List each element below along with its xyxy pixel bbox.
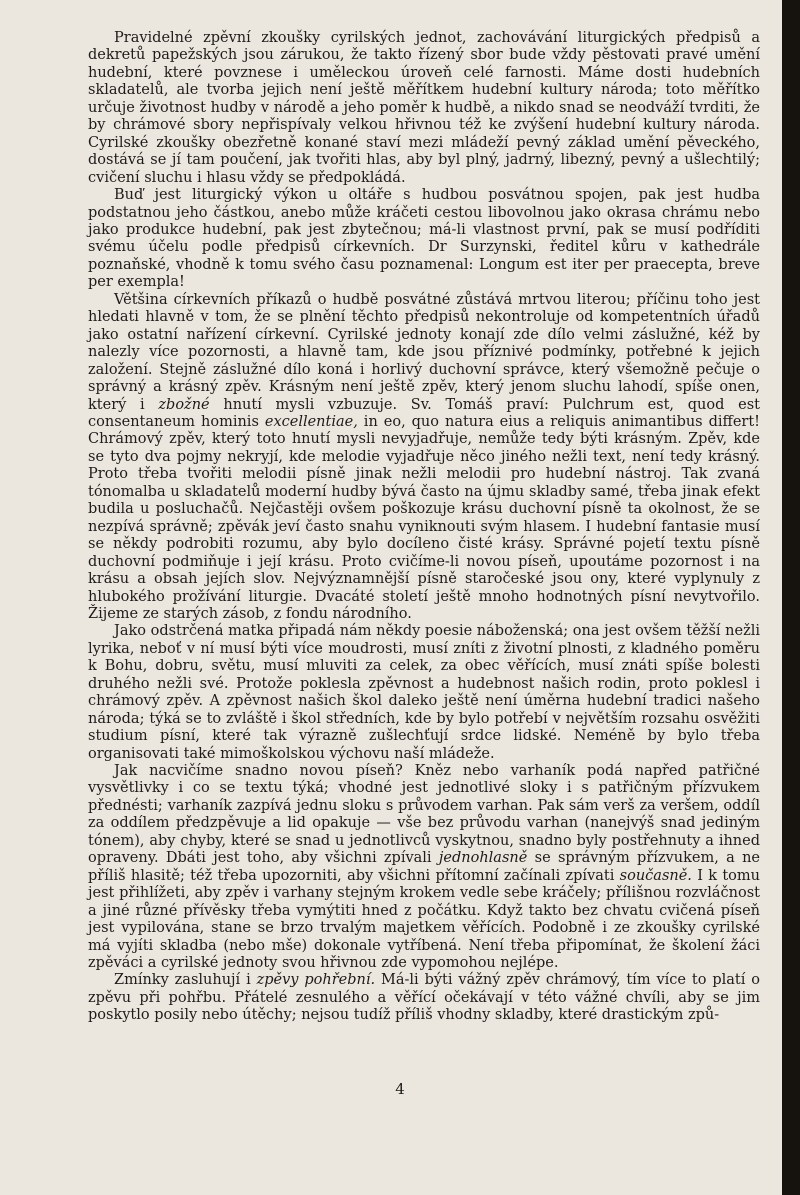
text-run: Jak nacvičíme snadno novou píseň? Kněz nebo varhaník podá napřed patřičné vysvětlivky i co se textu týká; vhodné jest jednotlivé sloky i s patřičným přízvukem přednésti; varhaník zazpívá jednu sloku s průvodem varhan. Pak sám verš za veršem, oddíl za oddílem předzpěvuje a lid opakuje — vše bez průvodu varhan (nanejvýš snad jediným tónem), aby chyby, které se snad u jednotlivců vyskytnou, snadno byly postřehnuty a ihned opraveny. Dbáti jest toho, aby všichni zpívali (88, 763, 760, 867)
text-run: I k tomu jest přihlížeti, aby zpěv i varhany stejným krokem vedle sebe kráčely; přílišnou rozvláčnost a jiné různé přívěsky třeba vymýtiti hned z počátku. Když takto bez chvatu cvičená píseň jest vypilována, stane se brzo trvalým majetkem věřících. Podobně i ze zkoušky cyrilské má vyjíti skladba (nebo mše) dokonale vytříbená. Není třeba připomínat, že školení žáci zpěváci a cyrilské jednoty svou hřivnou zde vypomohou nejlépe. (88, 867, 760, 972)
text-run: hnutí mysli vzbuzuje. Sv. Tomáš praví: Pulchrum est, quod est consentaneum hominis (88, 396, 760, 430)
scan-edge (782, 0, 800, 1195)
text-run: Většina církevních příkazů o hudbě posvátné zůstává mrtvou literou; příčinu toho jest hledati hlavně v tom, že se plnění těchto předpisů nekontroluje od kompetentních úřadů jako ostatní nařízení církevní. Cyrilské jednoty konají zde dílo velmi záslužné, kéž by nalezly více pozornosti, a hlavně tam, kde jsou příznivé podmínky, potřebné k jejich založení. Stejně záslužné dílo koná i horlivý duchovní správce, který všemožně pečuje o správný a krásný zpěv. Krásným není ještě zpěv, který jenom sluchu lahodí, spíše onen, který i (88, 291, 760, 413)
text-run: Buď jest liturgický výkon u oltáře s hudbou posvátnou spojen, pak jest hudba podstatnou jeho částkou, anebo může kráčeti cestou libovolnou jako okrasa chrámu nebo jako produkce hudební, pak jest zbytečnou; má-li vlastnost první, pak se musí podříditi svému účelu podle předpisů církevních. Dr Surzynski, ředitel kůru v kathedrále poznaňské, vhodně k tomu svého času poznamenal: Longum est iter per praecepta, breve per exempla! (88, 187, 760, 291)
paragraph-2 (88, 187, 760, 292)
italic-run: jednohlasně (438, 850, 528, 867)
paragraph-4 (88, 623, 760, 763)
paragraph-5 (88, 763, 760, 972)
text-run: Má-li býti vážný zpěv chrámový, tím více to platí o zpěvu při pohřbu. Přátelé zesnulého a věřící očekávají v této vážné chvíli, aby se jim poskytlo posily nebo útěchy; nejsou tudíž příliš vhodny skladby, které drastickým způ- (88, 972, 760, 1024)
text-run: se správným přízvukem, a ne příliš hlasitě; též třeba upozorniti, aby všichni přítomní začínali zpívati (88, 850, 760, 884)
page-number: 4 (395, 1080, 405, 1098)
text-run: Zmínky zasluhují i (114, 972, 257, 989)
italic-run: současně. (619, 867, 692, 884)
paragraph-3 (88, 292, 760, 624)
italic-run: zpěvy pohřební. (256, 972, 376, 989)
text-run: Jako odstrčená matka připadá nám někdy poesie náboženská; ona jest ovšem těžší nežli lyrika, neboť v ní musí býti více moudrosti, musí zníti z životní plnosti, z kladného poměru k Bohu, dobru, světu, musí mluviti za celek, za obec věřících, musí znáti spíše bolesti druhého nežli své. Protože poklesla zpěvnost a hudebnost našich rodin, proto poklesl i chrámový zpěv. A zpěvnost našich škol daleko ještě není úměrna hudební tradici našeho národa; týká se to zvláště i škol středních, kde by bylo potřebí v největším rozsahu osvěžiti studium písní, které tak výrazně zušlechťují srdce lidské. Neméně by bylo třeba organisovati také mimoškolskou výchovu naší mládeže. (88, 623, 760, 762)
text-run: Pravidelné zpěvní zkoušky cyrilských jednot, zachovávání liturgických předpisů a dekretů papežských jsou zárukou, že takto řízený sbor bude vždy pěstovati pravé umění hudební, které povznese i uměleckou úroveň celé farnosti. Máme dosti hudebních skladatelů, ale tvorba jejich není ještě měřítkem hudební kultury národa; toto měřítko určuje životnost hudby v národě a jeho poměr k hudbě, a nikdo snad se neodváží tvrditi, že by chrámové sbory nepřispívaly velkou hřivnou též ke zvýšení hudební kultury národa. Cyrilské zkoušky obezřetně konané staví mezi mládeží pevný základ umění pěveckého, dostává se jí tam poučení, jak tvořiti hlas, aby byl plný, jadrný, libezný, pevný a ušlechtilý; cvičení sluchu i hlasu vždy se předpokládá. (88, 30, 760, 186)
paragraph-1 (88, 30, 760, 187)
text-run: in eo, quo natura eius a reliquis animantibus differt! Chrámový zpěv, který toto hnutí mysli nevyjadřuje, nemůže tedy býti krásným. Zpěv, kde se tyto dva pojmy nekryjí, kde melodie vyjadřuje něco jiného nežli text, není tedy krásný. Proto třeba tvořiti melodii písně jinak nežli melodii pro hudební nástroj. Tak zvaná tónomalba u skladatelů moderní hudby bývá často na újmu skladby samé, třeba jinak efekt budila u posluchačů. Nejčastěji ovšem poškozuje krásu duchovní písně ta okolnost, že se nezpívá správně; zpěvák jeví často snahu vyniknouti svým hlasem. I hudební fantasie musí se někdy podrobiti rozumu, aby bylo docíleno čisté krásy. Správné pojetí textu písně duchovní podmiňuje i její krásu. Proto cvičíme-li novou píseň, upoutáme pozornost i na krásu a obsah jejích slov. Nejvýznamnější písně staročeské jsou ony, které vyplynuly z hlubokého prožívání liturgie. Dvacáté století ještě mnoho hodnotných písní nevytvořilo. Žijeme ze starých zásob, z fondu národního. (88, 413, 760, 622)
paragraph-6 (88, 972, 760, 1024)
body-text (88, 30, 760, 1025)
italic-run: zbožné (158, 396, 210, 413)
italic-run: excellentiae, (264, 413, 358, 430)
